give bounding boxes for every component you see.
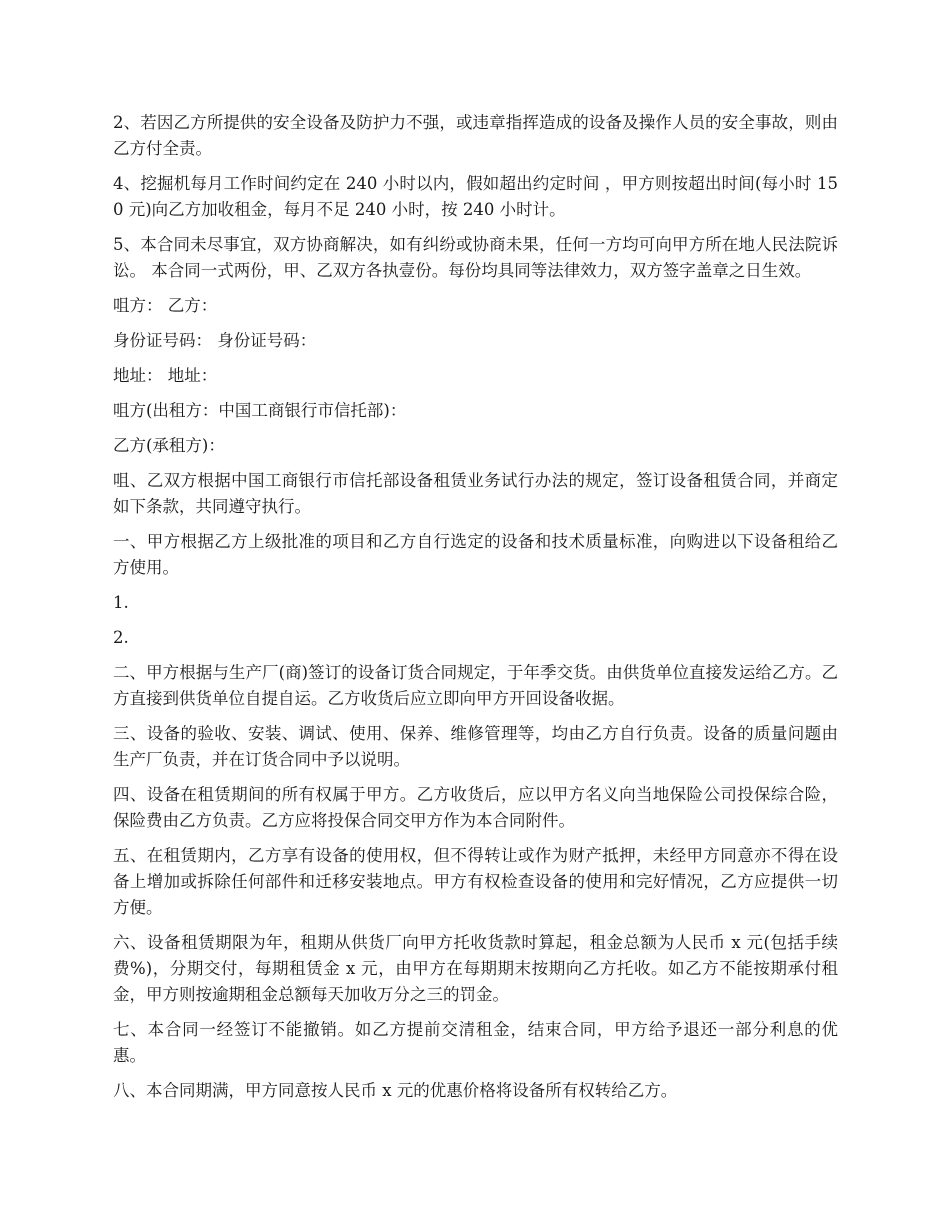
clause-5-disputes-effect: 5、本合同未尽事宜，双方协商解决，如有纠纷或协商未果，任何一方均可向甲方所在地人民法院诉讼。 本合同一式两份，甲、乙双方各执壹份。每份均具同等法律效力，双方签字盖章之日生效。 bbox=[113, 235, 838, 280]
article-5: 五、在租赁期内，乙方享有设备的使用权，但不得转让或作为财产抵押，未经甲方同意亦不得在设备上增加或拆除任何部件和迁移安装地点。甲方有权检查设备的使用和完好情况，乙方应提供一切方便。 bbox=[113, 846, 838, 917]
document-body bbox=[113, 110, 838, 1113]
article-6: 六、设备租赁期限为年，租期从供货厂向甲方托收货款时算起，租金总额为人民币 x 元(包括手续费%)，分期交付，每期租赁金 x 元，由甲方在每期期末按期向乙方托收。如乙方不能按期承付租金，甲方则按逾期租金总额每天加收万分之三的罚金。 bbox=[113, 933, 838, 1004]
party-id-line: 身份证号码： 身份证号码： bbox=[113, 331, 317, 350]
party-names-line: 咀方： 乙方： bbox=[113, 296, 218, 315]
lessor-line: 咀方(出租方：中国工商银行市信托部)： bbox=[113, 401, 407, 420]
lessee-line: 乙方(承租方)： bbox=[113, 436, 225, 455]
equipment-item-1: 1. bbox=[113, 593, 129, 612]
clause-4-working-hours: 4、挖掘机每月工作时间约定在 240 小时以内，假如超出约定时间 ，甲方则按超出时间(每小时 150 元)向乙方加收租金，每月不足 240 小时，按 240 小时计。 bbox=[113, 174, 838, 219]
article-2: 二、甲方根据与生产厂(商)签订的设备订货合同规定，于年季交货。由供货单位直接发运给乙方。乙方直接到供货单位自提自运。乙方收货后应立即向甲方开回设备收据。 bbox=[113, 663, 838, 708]
clause-2-safety-liability: 2、若因乙方所提供的安全设备及防护力不强，或违章指挥造成的设备及操作人员的安全事故，则由乙方付全责。 bbox=[113, 113, 838, 158]
equipment-item-2: 2. bbox=[113, 628, 129, 647]
article-4: 四、设备在租赁期间的所有权属于甲方。乙方收货后，应以甲方名义向当地保险公司投保综合险，保险费由乙方负责。乙方应将投保合同交甲方作为本合同附件。 bbox=[113, 785, 838, 830]
article-7: 七、本合同一经签订不能撤销。如乙方提前交清租金，结束合同，甲方给予退还一部分利息的优惠。 bbox=[113, 1020, 838, 1065]
party-address-line: 地址： 地址： bbox=[113, 366, 218, 385]
article-8: 八、本合同期满，甲方同意按人民币 x 元的优惠价格将设备所有权转给乙方。 bbox=[113, 1081, 678, 1100]
article-1: 一、甲方根据乙方上级批准的项目和乙方自行选定的设备和技术质量标准，向购进以下设备租给乙方使用。 bbox=[113, 532, 838, 577]
preamble: 咀、乙双方根据中国工商银行市信托部设备租赁业务试行办法的规定，签订设备租赁合同，并商定如下条款，共同遵守执行。 bbox=[113, 471, 838, 516]
article-3: 三、设备的验收、安装、调试、使用、保养、维修管理等，均由乙方自行负责。设备的质量问题由生产厂负责，并在订货合同中予以说明。 bbox=[113, 724, 838, 769]
